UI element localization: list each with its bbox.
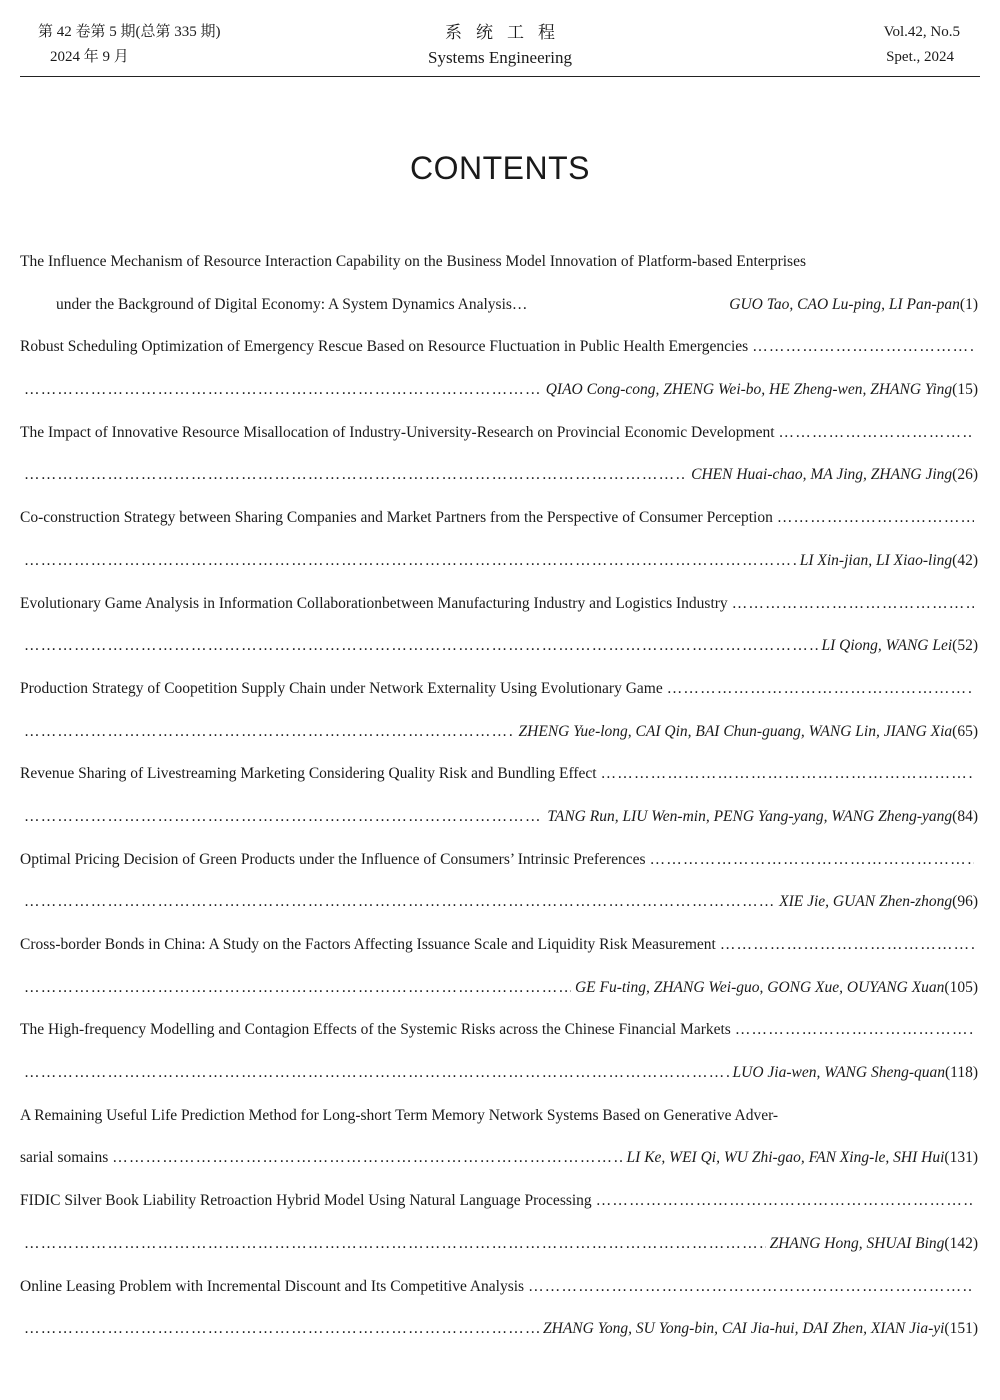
- toc-entry-title: Online Leasing Problem with Incremental Discount and Its Competitive Analysis: [20, 1277, 525, 1295]
- toc-entry[interactable]: [20, 1009, 978, 1094]
- toc-entry[interactable]: [20, 241, 978, 326]
- dot-leader: [24, 625, 818, 668]
- toc-entry-title-continued: under the Background of Digital Economy: A System Dynamics Analysis…: [56, 295, 528, 313]
- toc-entry-authors-line: [20, 625, 978, 668]
- toc-entry[interactable]: [20, 668, 978, 753]
- journal-header: [20, 18, 980, 77]
- toc-entry-title-continued: sarial somains: [20, 1149, 109, 1167]
- dot-leader: [24, 1308, 539, 1351]
- toc-entry[interactable]: [20, 753, 978, 838]
- dot-leader: [779, 412, 974, 455]
- toc-entry[interactable]: [20, 497, 978, 582]
- toc-entry-authors: LUO Jia-wen, WANG Sheng-quan: [732, 1064, 945, 1082]
- dot-leader: [112, 1137, 622, 1180]
- dot-leader: [667, 668, 974, 711]
- toc-entry-title: Production Strategy of Coopetition Supply Chain under Network Externality Using Evolutionary Game: [20, 679, 663, 697]
- toc-entry[interactable]: [20, 839, 978, 924]
- toc-entry-authors-line: [20, 1308, 978, 1351]
- dot-leader: [24, 1223, 766, 1266]
- toc-entry-authors-line: [20, 1223, 978, 1266]
- dot-leader: [596, 1180, 974, 1223]
- dot-leader: [777, 497, 974, 540]
- header-journal-name-en: Systems Engineering: [427, 48, 572, 67]
- dot-leader: [24, 881, 775, 924]
- dot-leader: [732, 583, 974, 626]
- toc-entry-page: (131): [944, 1149, 978, 1167]
- dot-leader: [24, 540, 796, 583]
- toc-entry-page: (96): [952, 893, 978, 911]
- toc-entry-page: (118): [945, 1064, 978, 1082]
- toc-entry-title-line: [20, 326, 978, 369]
- dot-leader: [601, 753, 974, 796]
- toc-entry-page: (26): [952, 466, 978, 484]
- toc-entry-authors: CHEN Huai-chao, MA Jing, ZHANG Jing: [691, 466, 953, 484]
- toc-entry-title-line: [20, 1009, 978, 1052]
- toc-entry-authors: GE Fu-ting, ZHANG Wei-guo, GONG Xue, OUYANG Xuan: [574, 978, 945, 996]
- dot-leader: [24, 796, 543, 839]
- header-journal-name: [20, 20, 980, 70]
- toc-entry-authors-line: [20, 1052, 978, 1095]
- toc-entry-authors-line: [20, 540, 978, 583]
- toc-entry-authors: ZHANG Yong, SU Yong-bin, CAI Jia-hui, DAI Zhen, XIAN Jia-yi: [543, 1320, 945, 1338]
- toc-entry-title: A Remaining Useful Life Prediction Method for Long-short Term Memory Network Systems Based on Generative Adver-: [20, 1106, 779, 1124]
- toc-entry-authors: LI Ke, WEI Qi, WU Zhi-gao, FAN Xing-le, SHI Hui: [626, 1149, 945, 1167]
- toc-entry-title-line: [20, 497, 978, 540]
- toc-entry-title: Cross-border Bonds in China: A Study on the Factors Affecting Issuance Scale and Liquidity Risk Measurement: [20, 936, 716, 953]
- toc-entry-authors-line: [20, 1137, 978, 1180]
- header-volume-cn: 第 42 卷第 5 期(总第 335 期): [38, 24, 221, 40]
- toc-entry[interactable]: [20, 412, 978, 497]
- toc-entry-title-line: [20, 583, 978, 626]
- header-journal-name-cn: 系统工程: [445, 23, 569, 42]
- toc-entry-title: Evolutionary Game Analysis in Information Collaborationbetween Manufacturing Industry and Logistics Industry: [20, 594, 728, 612]
- toc-entry-title-line: [20, 412, 978, 455]
- toc-entry-authors: LI Xin-jian, LI Xiao-ling: [799, 551, 953, 569]
- dot-leader: [24, 369, 542, 412]
- toc-entry[interactable]: [20, 1095, 978, 1180]
- dot-leader: [528, 1266, 974, 1309]
- toc-entry[interactable]: [20, 583, 978, 668]
- toc-entry-title: Optimal Pricing Decision of Green Products under the Influence of Consumers’ Intrinsic Preferences: [20, 850, 646, 868]
- toc-entry-authors: LI Qiong, WANG Lei: [821, 637, 953, 655]
- toc-entry[interactable]: [20, 326, 978, 411]
- toc-entry-page: (42): [952, 551, 978, 569]
- toc-entry-title: Co-construction Strategy between Sharing Companies and Market Partners from the Perspective of Consumer Perception: [20, 509, 773, 527]
- toc-entry-authors-line: [20, 284, 978, 327]
- toc-entry-title-line: [20, 1095, 978, 1138]
- toc-entry-title: FIDIC Silver Book Liability Retroaction Hybrid Model Using Natural Language Processing: [20, 1192, 592, 1210]
- toc-entry-page: (84): [952, 807, 978, 825]
- header-volume-info: [884, 20, 960, 70]
- toc-entry-title-line: [20, 1180, 978, 1223]
- toc-entry-title-line: [20, 668, 978, 711]
- toc-entry-authors: GUO Tao, CAO Lu-ping, LI Pan-pan: [729, 295, 960, 313]
- toc-entry-authors-line: [20, 711, 978, 754]
- toc-entry-authors: ZHANG Hong, SHUAI Bing: [769, 1234, 945, 1252]
- toc-entry-title-line: [20, 753, 978, 796]
- toc-entry-authors: XIE Jie, GUAN Zhen-zhong: [779, 893, 953, 911]
- dot-leader: [735, 1009, 974, 1052]
- toc-entry-title: The High-frequency Modelling and Contagion Effects of the Systemic Risks across the Chinese Financial Markets: [20, 1021, 731, 1039]
- toc-entry-title: Revenue Sharing of Livestreaming Marketing Considering Quality Risk and Bundling Effect: [20, 765, 597, 783]
- table-of-contents: [20, 241, 978, 1351]
- toc-entry-page: (151): [944, 1320, 978, 1338]
- toc-entry[interactable]: [20, 1266, 978, 1351]
- page-title: CONTENTS: [410, 150, 590, 186]
- toc-entry-title: Robust Scheduling Optimization of Emergency Rescue Based on Resource Fluctuation in Public Health Emergencies: [20, 338, 749, 356]
- toc-entry-authors: TANG Run, LIU Wen-min, PENG Yang-yang, WANG Zheng-yang: [547, 807, 953, 825]
- toc-entry-title-line: [20, 924, 978, 967]
- toc-entry-page: (142): [944, 1234, 978, 1252]
- toc-entry-page: (65): [952, 722, 978, 740]
- header-volume-en: Vol.42, No.5: [883, 24, 960, 40]
- toc-entry-page: (52): [952, 637, 978, 655]
- toc-entry[interactable]: [20, 924, 978, 1009]
- toc-entry-authors-line: [20, 967, 978, 1010]
- dot-leader: [24, 967, 571, 1010]
- dot-leader: [24, 454, 687, 497]
- toc-entry-authors-line: [20, 454, 978, 497]
- toc-entry-authors-line: [20, 369, 978, 412]
- toc-entry-page: (1): [959, 295, 978, 313]
- dot-leader: [752, 326, 974, 369]
- header-date-cn: 2024 年 9 月: [50, 49, 129, 65]
- toc-entry-authors: QIAO Cong-cong, ZHENG Wei-bo, HE Zheng-wen, ZHANG Ying: [545, 381, 953, 399]
- toc-entry-authors-line: [20, 881, 978, 924]
- toc-entry-title-line: [20, 241, 978, 284]
- dot-leader: [24, 711, 515, 754]
- toc-entry[interactable]: [20, 1180, 978, 1265]
- header-date-en: Spet., 2024: [886, 49, 954, 65]
- toc-entry-title: The Impact of Innovative Resource Misallocation of Industry-University-Research on Provincial Economic Development: [20, 423, 775, 441]
- toc-entry-authors-line: [20, 796, 978, 839]
- dot-leader: [650, 839, 974, 882]
- toc-entry-title: The Influence Mechanism of Resource Interaction Capability on the Business Model Innovation of Platform-based Enterprises: [20, 253, 806, 270]
- toc-entry-title-line: [20, 1266, 978, 1309]
- toc-entry-authors: ZHENG Yue-long, CAI Qin, BAI Chun-guang, WANG Lin, JIANG Xia: [518, 722, 953, 740]
- toc-entry-page: (105): [944, 978, 978, 996]
- dot-leader: [24, 1052, 729, 1095]
- toc-entry-page: (15): [952, 381, 978, 399]
- dot-leader: [720, 924, 974, 967]
- toc-entry-title-line: [20, 839, 978, 882]
